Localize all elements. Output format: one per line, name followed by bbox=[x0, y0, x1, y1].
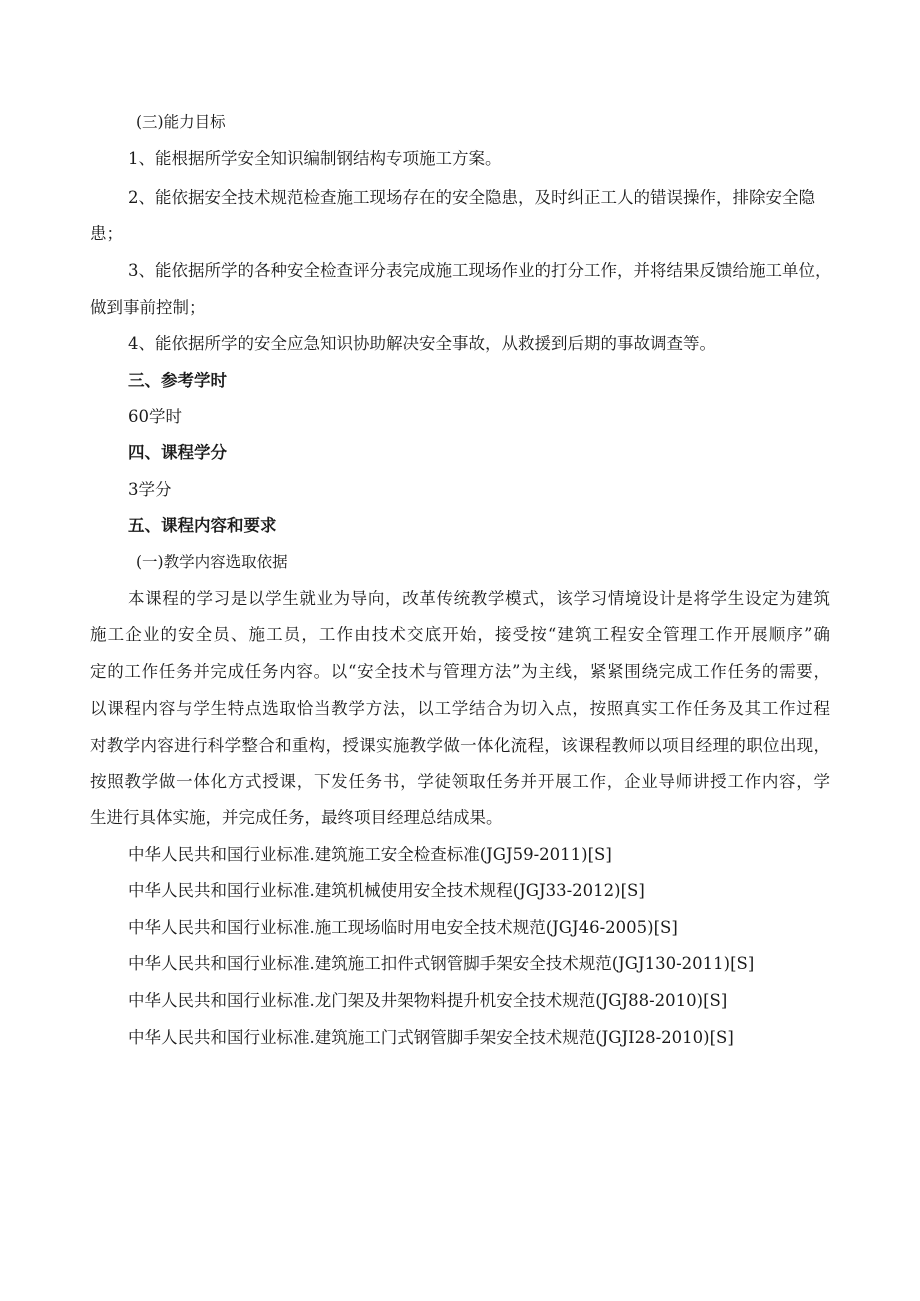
ability-item-3-line-1: 3、能依据所学的各种安全检查评分表完成施工现场作业的打分工作，并将结果反馈给施工单位， bbox=[128, 261, 832, 280]
ability-item-3-line-2: 做到事前控制； bbox=[90, 298, 206, 317]
paragraph-line: 以课程内容与学生特点选取恰当教学方法，以工学结合为切入点，按照真实工作任务及其工作过程 bbox=[90, 699, 830, 718]
paragraph-line: 定的工作任务并完成任务内容。以“安全技术与管理方法”为主线，紧紧围绕完成工作任务的需要， bbox=[90, 662, 830, 681]
paragraph-line: 按照教学做一体化方式授课，下发任务书，学徒领取任务并开展工作，企业导师讲授工作内容，学 bbox=[90, 772, 830, 791]
hours-heading: 三、参考学时 bbox=[128, 371, 227, 390]
paragraph-line: 施工企业的安全员、施工员，工作由技术交底开始，接受按“建筑工程安全管理工作开展顺序”确 bbox=[90, 625, 830, 644]
credits-value: 3学分 bbox=[128, 480, 172, 499]
reference-item: 中华人民共和国行业标准.建筑施工扣件式钢管脚手架安全技术规范(JGJ130-2011)[S] bbox=[128, 954, 755, 973]
paragraph-line: 本课程的学习是以学生就业为导向，改革传统教学模式，该学习情境设计是将学生设定为建筑 bbox=[128, 589, 830, 608]
ability-item-2-line-1: 2、能依据安全技术规范检查施工现场存在的安全隐患，及时纠正工人的错误操作，排除安全隐 bbox=[128, 188, 815, 207]
reference-item: 中华人民共和国行业标准.建筑施工安全检查标准(JGJ59-2011)[S] bbox=[128, 845, 612, 864]
content-heading: 五、课程内容和要求 bbox=[128, 516, 277, 535]
credits-heading: 四、课程学分 bbox=[128, 443, 227, 462]
reference-item: 中华人民共和国行业标准.建筑机械使用安全技术规程(JGJ33-2012)[S] bbox=[128, 881, 645, 900]
reference-item: 中华人民共和国行业标准.建筑施工门式钢管脚手架安全技术规范(JGJI28-2010)[S] bbox=[128, 1028, 734, 1047]
ability-heading: (三)能力目标 bbox=[136, 113, 226, 131]
content-sub-heading: (一)教学内容选取依据 bbox=[136, 553, 288, 571]
reference-item: 中华人民共和国行业标准.施工现场临时用电安全技术规范(JGJ46-2005)[S] bbox=[128, 918, 678, 937]
ability-item-4: 4、能依据所学的安全应急知识协助解决安全事故，从救援到后期的事故调查等。 bbox=[128, 334, 716, 353]
hours-value: 60学时 bbox=[128, 407, 182, 426]
paragraph-line: 生进行具体实施，并完成任务，最终项目经理总结成果。 bbox=[90, 808, 503, 827]
ability-item-2-line-2: 患； bbox=[90, 224, 123, 243]
ability-item-1: 1、能根据所学安全知识编制钢结构专项施工方案。 bbox=[128, 149, 502, 168]
reference-item: 中华人民共和国行业标准.龙门架及井架物料提升机安全技术规范(JGJ88-2010)[S] bbox=[128, 991, 728, 1010]
paragraph-line: 对教学内容进行科学整合和重构，授课实施教学做一体化流程，该课程教师以项目经理的职位出现， bbox=[90, 736, 830, 755]
